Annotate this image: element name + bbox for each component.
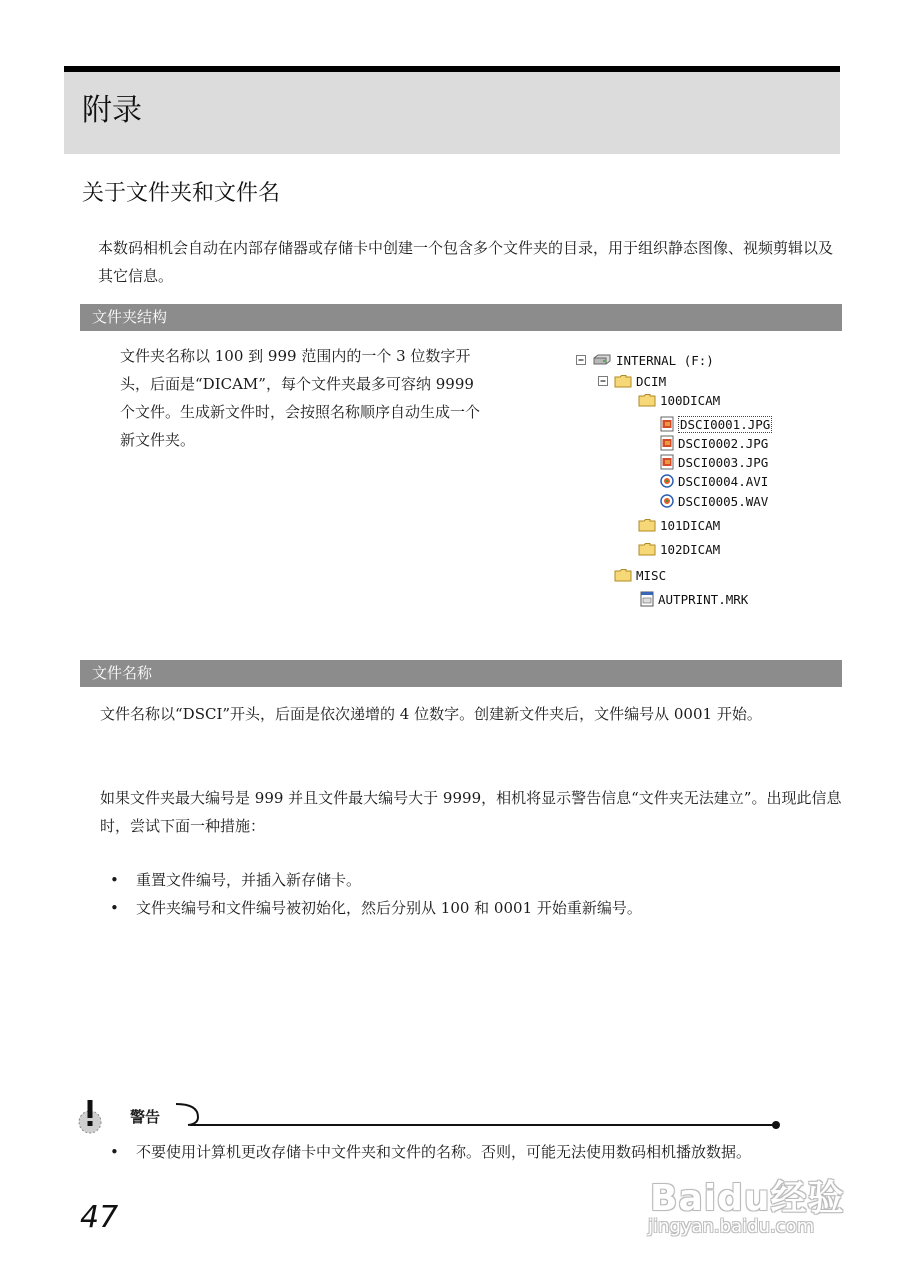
folder-tree [572,344,796,614]
tree-file-2[interactable] [660,433,768,453]
file-3-label: DSCI0003.JPG [678,454,769,470]
file-name-paragraph-2: 如果文件夹最大编号是 999 并且文件最大编号大于 9999，相机将显示警告信息“文件夹无法建立”。出现此信息时，尝试下面一种措施： [100,789,842,835]
tree-node-dcim[interactable] [598,371,666,391]
folder-101-label: 101DICAM [660,517,721,533]
folder-structure-bar [80,304,842,331]
file-2-label: DSCI0002.JPG [678,435,769,451]
file-5-label: DSCI0005.WAV [678,493,769,509]
page-title: 附录 [82,93,142,128]
folder-icon [638,542,656,556]
warning-header [76,1100,786,1140]
page-number: 47 [80,1200,119,1235]
misc-file-label: AUTPRINT.MRK [658,591,749,607]
media-file-icon [660,493,674,509]
tree-file-5[interactable] [660,491,768,511]
file-name-paragraph-1: 文件名称以“DSCI”开头，后面是依次递增的 4 位数字。创建新文件夹后，文件编号从 0001 开始。 [100,705,762,723]
tree-node-drive[interactable] [576,350,714,370]
tree-file-4[interactable] [660,471,768,491]
folder-100-label: 100DICAM [660,392,721,408]
drive-icon [592,354,612,366]
drive-label: INTERNAL (F:) [616,352,714,368]
misc-label: MISC [636,567,667,583]
collapse-icon[interactable] [576,355,586,365]
folder-102-label: 102DICAM [660,541,721,557]
watermark-url: jingyan.baidu.com [648,1216,815,1237]
file-name-bar [80,660,842,687]
folder-icon [638,393,656,407]
jpg-file-icon [660,454,674,470]
warning-list [100,1138,820,1166]
watermark [640,1170,850,1250]
warning-icon [76,1100,106,1136]
tree-node-misc[interactable] [614,565,666,585]
jpg-file-icon [660,435,674,451]
title-band [64,72,840,154]
folder-structure-text: 文件夹名称以 100 到 999 范围内的一个 3 位数字开头，后面是“DICAM”，每个文件夹最多可容纳 9999 个文件。生成新文件时，会按照名称顺序自动生成一个新文件夹。 [120,347,481,449]
media-file-icon [660,473,674,489]
jpg-file-icon [660,416,674,432]
warning-rule [176,1100,786,1136]
folder-icon [614,568,632,582]
watermark-brand: Baidu经验 [650,1178,845,1219]
section-heading: 关于文件夹和文件名 [82,181,281,206]
list-item: • 不要使用计算机更改存储卡中文件夹和文件的名称。否则，可能无法使用数码相机播放数据。 [100,1138,820,1166]
dcim-label: DCIM [636,373,667,389]
tree-node-101dicam[interactable] [638,515,720,535]
folder-icon [638,518,656,532]
list-item: • 文件夹编号和文件编号被初始化，然后分别从 100 和 0001 开始重新编号。 [100,894,842,922]
file-name-label: 文件名称 [92,664,153,682]
collapse-icon[interactable] [598,376,608,386]
tree-file-1[interactable] [660,414,772,434]
folder-structure-label: 文件夹结构 [92,308,168,326]
mrk-file-icon [640,591,654,607]
folder-icon [614,374,632,388]
file-4-label: DSCI0004.AVI [678,473,769,489]
intro-paragraph: 本数码相机会自动在内部存储器或存储卡中创建一个包含多个文件夹的目录，用于组织静态图像、视频剪辑以及其它信息。 [98,239,834,285]
measures-list [100,866,842,922]
tree-node-100dicam[interactable] [638,390,720,410]
tree-file-3[interactable] [660,452,768,472]
tree-node-102dicam[interactable] [638,539,720,559]
warning-label: 警告 [130,1108,161,1126]
file-1-label: DSCI0001.JPG [680,416,771,432]
tree-file-mrk[interactable] [640,589,748,609]
list-item: • 重置文件编号，并插入新存储卡。 [100,866,842,894]
